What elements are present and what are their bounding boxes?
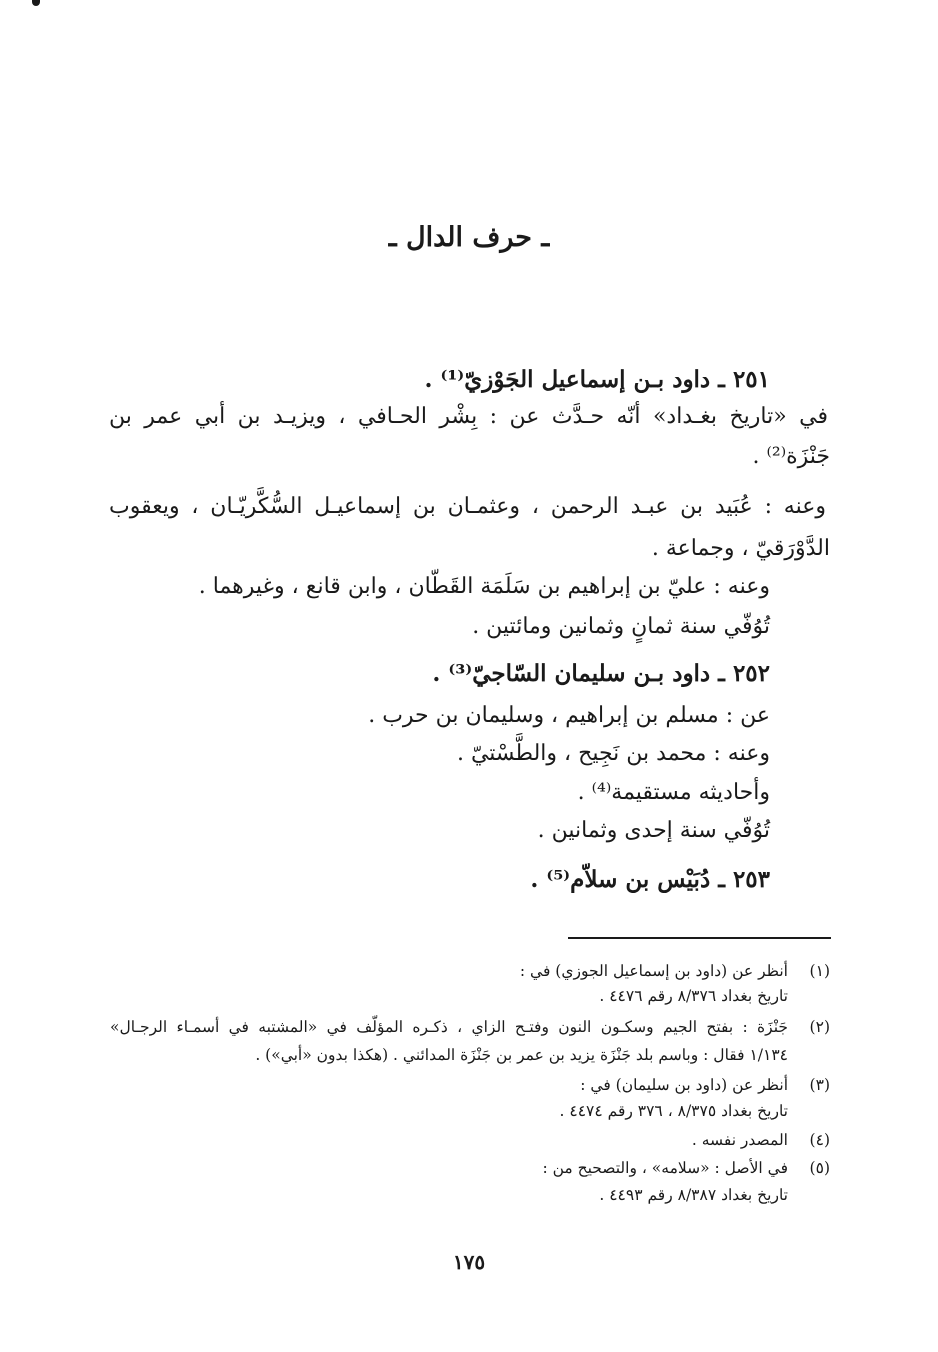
footnote-1-number: (١) — [809, 962, 830, 980]
footnote-3-line-1: أنظر عن (داود بن سليمان) في : — [580, 1076, 788, 1094]
footnote-4-number: (٤) — [809, 1131, 830, 1149]
entry-253-heading: ٢٥٣ ـ دُبَيْس بن سلاّم⁽⁵⁾ . — [530, 866, 770, 893]
entry-251-line-6: تُوُفّي سنة ثمانٍ وثمانين ومائتين . — [472, 614, 770, 639]
footnote-5-number: (٥) — [809, 1159, 830, 1177]
footnote-4-line-1: المصدر نفسه . — [691, 1131, 788, 1149]
entry-251-line-1: في «تاريخ بغـداد» أنّه حـدَّث عن : بِشْر الحـافي ، ويزيـد بن أبي عمر بن — [109, 404, 828, 429]
footnote-2-line-2: ١/١٣٤ فقال : وباسم بلد جَنْزَة يزيد بن عمر بن جَنْزَة المدائني . (هكذا بدون «أبي») . — [255, 1046, 788, 1064]
footnote-separator — [568, 937, 831, 939]
entry-251-line-3: وعنه : عُبَيد بن عبـد الرحمن ، وعثمـان بن إسماعيـل السُّكَّريّـان ، ويعقوب — [109, 494, 826, 519]
entry-251-line-5: وعنه : عليّ بن إبراهيم بن سَلَمَة القَطّان ، وابن قانع ، وغيرهما . — [198, 574, 770, 599]
entry-252-line-3: وأحاديثه مستقيمة⁽⁴⁾ . — [577, 780, 770, 805]
footnote-1-line-2: تاريخ بغداد ٨/٣٧٦ رقم ٤٤٧٦ . — [599, 987, 788, 1005]
entry-251-line-4: الدَّوْرَقيّ ، وجماعة . — [651, 536, 830, 561]
footnote-3-number: (٣) — [809, 1076, 830, 1094]
corner-mark — [32, 0, 40, 6]
page-number: ١٧٥ — [452, 1250, 486, 1274]
footnote-1-line-1: أنظر عن (داود بن إسماعيل الجوزي) في : — [519, 962, 788, 980]
footnote-5-line-1: في الأصل : «سلامه» ، والتصحيح من : — [542, 1159, 788, 1177]
chapter-title: ـ حرف الدال ـ — [388, 222, 550, 253]
entry-251-heading: ٢٥١ ـ داود بـن إسماعيل الجَوْزيّ⁽¹⁾ . — [424, 366, 770, 393]
footnote-3-line-2: تاريخ بغداد ٨/٣٧٥ ، ٣٧٦ رقم ٤٤٧٤ . — [559, 1102, 788, 1120]
entry-252-line-2: وعنه : محمد بن نَجِيح ، والطَّسْتيّ . — [456, 741, 770, 766]
entry-252-heading: ٢٥٢ ـ داود بـن سليمان السّاجيّ⁽³⁾ . — [432, 660, 770, 687]
footnote-2-line-1: جَنْزَة : بفتح الجيم وسكـون النون وفتـح الزاي ، ذكـره المؤلّف في «المشتبه في أسمـاء الرجـال» — [110, 1018, 788, 1036]
footnote-2-number: (٢) — [809, 1018, 830, 1036]
entry-252-line-4: تُوُفّي سنة إحدى وثمانين . — [537, 818, 770, 843]
footnote-5-line-2: تاريخ بغداد ٨/٣٨٧ رقم ٤٤٩٣ . — [599, 1186, 788, 1204]
entry-252-line-1: عن : مسلم بن إبراهيم ، وسليمان بن حرب . — [368, 703, 770, 728]
entry-251-line-2: جَنْزَة⁽²⁾ . — [752, 444, 830, 469]
